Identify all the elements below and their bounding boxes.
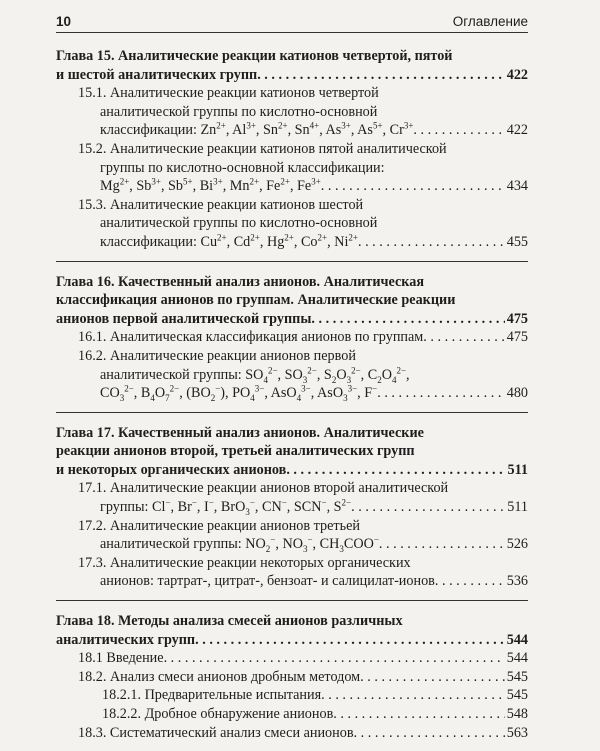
section-15-2-line1: 15.2. Аналитические реакции катионов пятой аналитической — [78, 140, 447, 157]
chapter-17-title-line2: реакции анионов второй, третьей аналитических групп — [56, 443, 415, 460]
chapter-18-title-line2: аналитических групп . . . 544 — [56, 631, 528, 650]
chapter-16-title-line1: Глава 16. Качественный анализ анионов. Аналитическая — [56, 273, 425, 290]
section-16-2-line3: $CO_3^{2-}$, $B_4O_7^{2-}$, $(BO_2^-)$, $PO_4^{3-}$, AsO$_4^{3-}$, AsO$_3^{3-}$, F− . . . 480 — [56, 384, 528, 403]
chapter-16-title-line3: анионов первой аналитической группы . . . 475 — [56, 310, 528, 329]
section-15-1-line1: 15.1. Аналитические реакции катионов четвертой — [78, 85, 379, 102]
section-15-2-line2: группы по кислотно-основной классификации: — [100, 159, 385, 176]
section-18-2-1: 18.2.1. Предварительные испытания . . . 545 — [56, 686, 528, 705]
section-17-2-page: 526 — [506, 536, 528, 553]
chapter-15-title-line2: и шестой аналитических групп . . . 422 — [56, 66, 528, 85]
section-15-3-page: 455 — [506, 233, 528, 250]
chapter-15-title-line1: Глава 15. Аналитические реакции катионов четвертой, пятой — [56, 48, 453, 64]
chapter-17-page: 511 — [507, 461, 528, 478]
section-18-1-page: 544 — [506, 650, 528, 667]
chapter-16-page: 475 — [506, 310, 528, 327]
section-16-2-line2: аналитической группы: $SO_4^{2-}$, $SO_3^{2-}$, $S_2O_3^{2-}$, $C_2O_4^{2-}$, — [100, 364, 410, 385]
toc-chapter-16 — [56, 273, 528, 413]
section-16-1-page: 475 — [506, 329, 528, 346]
section-15-3-line3: классификации: $Cu^{2+}$, $Cd^{2+}$, $Hg^{2+}$, $Co^{2+}$, $Ni^{2+}$ . . . 455 — [56, 233, 528, 252]
section-17-1-page: 511 — [507, 499, 528, 516]
running-title: Оглавление — [452, 14, 528, 29]
toc-chapter-17 — [56, 424, 528, 601]
section-15-3-line2: аналитической группы по кислотно-основной — [100, 215, 378, 232]
chapter-16-title-line2: классификация анионов по группам. Аналитические реакции — [56, 292, 456, 309]
section-18-3: 18.3. Систематический анализ смеси анионов . . . 563 — [56, 724, 528, 743]
section-18-2-2-page: 548 — [506, 706, 528, 722]
section-16-2-page: 480 — [506, 385, 528, 402]
section-17-2-line2: аналитической группы: $NO_2^-$, $NO_3^-$, $CH_3COO^-$ . . . 526 — [56, 535, 528, 554]
section-16-1: 16.1. Аналитическая классификация анионов по группам . . . 475 — [56, 328, 528, 347]
page-header — [56, 10, 528, 33]
section-15-1-page: 422 — [506, 122, 528, 139]
toc-chapter-18 — [56, 612, 528, 751]
section-18-3-page: 563 — [506, 724, 528, 741]
section-18-2-1-page: 545 — [506, 687, 528, 704]
section-17-3-line1: 17.3. Аналитические реакции некоторых органических — [78, 554, 411, 571]
section-18-1: 18.1 Введение . . . 544 — [56, 649, 528, 668]
section-17-3-line2: анионов: тартрат-, цитрат-, бензоат- и салицилат-ионов . . . 536 — [56, 572, 528, 591]
section-18-2-2: 18.2.2. Дробное обнаружение анионов . . . 548 — [56, 705, 528, 724]
chapter-17-title-line1: Глава 17. Качественный анализ анионов. Аналитические — [56, 424, 424, 441]
section-16-2-line1: 16.2. Аналитические реакции анионов первой — [78, 347, 356, 364]
chapter-17-title-line3: и некоторых органических анионов . . . 511 — [56, 461, 528, 480]
chapter-18-page: 544 — [506, 631, 528, 648]
section-15-2-page: 434 — [506, 178, 528, 195]
section-17-2-line1: 17.2. Аналитические реакции анионов третьей — [78, 517, 360, 534]
page-number: 10 — [56, 14, 72, 29]
chapter-15-page: 422 — [506, 66, 528, 83]
toc-chapter-15 — [56, 47, 528, 262]
section-17-1-line2: группы: Cl−, Br−, I−, BrO$_3$−, CN−, SCN−, $S^{2-}$ . . . 511 — [56, 498, 528, 517]
section-17-3-page: 536 — [506, 573, 528, 590]
section-18-2: 18.2. Анализ смеси анионов дробным методом . . . 545 — [56, 668, 528, 687]
chapter-18-title-line1: Глава 18. Методы анализа смесей анионов различных — [56, 613, 403, 630]
section-15-2-line3: $Mg^{2+}$, $Sb^{3+}$, $Sb^{5+}$, $Bi^{3+}$, $Mn^{2+}$, $Fe^{2+}$, $Fe^{3+}$ . . . 434 — [56, 177, 528, 196]
section-15-3-line1: 15.3. Аналитические реакции катионов шестой — [78, 196, 364, 213]
section-15-1-line2: аналитической группы по кислотно-основной — [100, 103, 378, 120]
section-18-2-page: 545 — [506, 668, 528, 685]
section-15-1-line3: классификации: $Zn^{2+}$, $Al^{3+}$, $Sn^{2+}$, $Sn^{4+}$, $As^{3+}$, $As^{5+}$, $Cr^{3+}$ . . . 422 — [56, 121, 528, 140]
section-17-1-line1: 17.1. Аналитические реакции анионов второй аналитической — [78, 480, 449, 497]
